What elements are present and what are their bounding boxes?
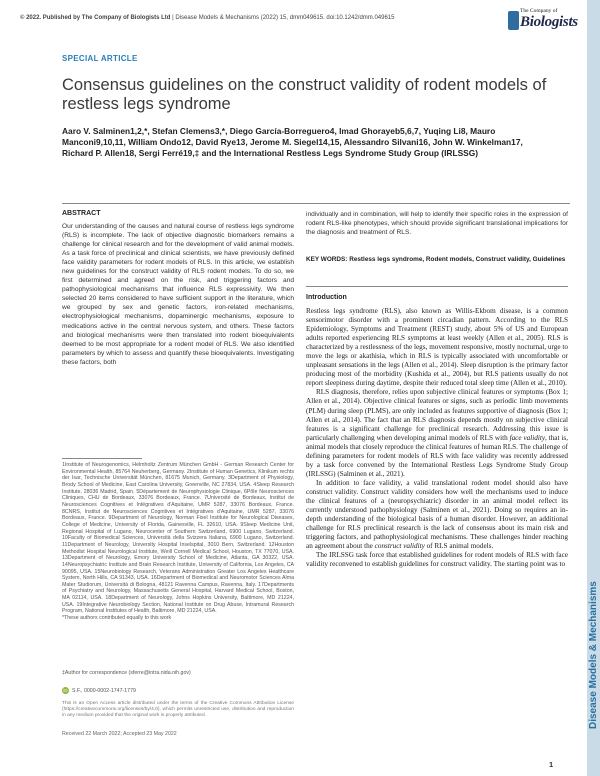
- intro-paragraph-1: Restless legs syndrome (RLS), also known as Willis-Ekbom disease, is a common sensorimotor disorder with a prominent circadian pattern. According to the RLS Epidemiology, Symptoms and Treatment (REST) study, about 5% of US and European adults reported experiencing RLS symptoms at least weekly (Allen et al., 2005). RLS is characterized by a restlessness of the legs, movement responsive, mostly nocturnal, urge to move the legs or akathisia, which in RLS is typically associated with uncomfortable or unpleasant sensations in the legs (Allen et al., 2014). Sleep disruption is the primary factor producing most of the morbidity (Kushida et al., 2004), but RLS patients usually do not report sleepiness during daytime, despite their reduced total sleep time (Allen et al., 2010).: [306, 307, 568, 388]
- abstract-text: Our understanding of the causes and natural course of restless legs syndrome (RLS) is incomplete. The lack of objective diagnostic biomarkers remains a challenge for clinical research and for the development of valid animal models. As a task force of preclinical and clinical scientists, we have previously defined face validity parameters for rodent models of RLS. In this article, we establish new guidelines for the construct validity of RLS rodent models. To do so, we first determined and agreed on the risk, and triggering factors and pathophysiological mechanisms that influence RLS expressivity. We then selected 20 items considered to have sufficient support in the literature, which we grouped by sex and genetic factors, iron-related mechanisms, electrophysiological mechanisms, dopaminergic mechanisms, exposure to medications active in the central nervous system, and others. These factors and biological mechanisms were then translated into rodent bioequivalents deemed to be most appropriate for a rodent model of RLS. We also identified parameters by which to assess and quantify these bioequivalents. Investigating these factors, both: [62, 223, 294, 366]
- journal-side-stripe: [587, 0, 600, 776]
- article-type: SPECIAL ARTICLE: [62, 54, 138, 63]
- intro-p2-text-a: RLS diagnosis, therefore, relies upon subjective clinical features or symptoms (Box 1; Allen et al., 2014). Objective clinical features or signs, such as periodic limb movements (PLM) during sleep (PLMS), are only included as features supportive of diagnosis (Box 1; Allen et al., 2014). The fact that an RLS diagnosis depends mostly on subjective clinical features is a significant challenge for preclinical research. Addressing this issue is particularly challenging when developing animal models of RLS with: [306, 388, 568, 442]
- introduction-body: [306, 307, 568, 569]
- intro-p3-text-b: of RLS animal models.: [424, 542, 494, 551]
- correspondence-note: ‡Author for correspondence (sferre@intra.nida.nih.gov): [62, 670, 191, 676]
- equal-contribution-note: *These authors contributed equally to this work: [62, 615, 172, 622]
- orcid-icon: iD: [63, 688, 68, 693]
- abstract-continuation: individually and in combination, will help to identify their specific roles in the expression of rodent RLS-like phenotypes, which should provide significant translational implications for the diagnosis and treatment of RLS.: [306, 211, 568, 237]
- copyright-text: © 2022. Published by The Company of Biologists Ltd: [20, 15, 171, 21]
- keywords: KEY WORDS: Restless legs syndrome, Rodent models, Construct validity, Guidelines: [306, 256, 566, 263]
- logo-mark-icon: [508, 11, 519, 30]
- introduction-heading: Introduction: [306, 294, 347, 301]
- intro-paragraph-3: [306, 479, 568, 551]
- article-title: Consensus guidelines on the construct validity of rodent models of restless legs syndrome: [62, 76, 547, 113]
- logo-line1: The Company of: [520, 8, 558, 14]
- abstract-heading: ABSTRACT: [62, 210, 101, 217]
- intro-paragraph-4: The IRLSSG task force that established guidelines for rodent models of RLS with face validity reconvened to establish guidelines for construct validity. The starting point was to: [306, 551, 568, 569]
- page-number: 1: [549, 760, 554, 769]
- affiliations: [62, 462, 294, 622]
- publisher-logo: [508, 8, 588, 34]
- intro-p3-text-a: In addition to face validity, a valid translational rodent model should also have construct validity. Construct validity considers how well the mechanisms used to induce the clinical features of a (neuropsychiatric) disorder in an animal model reflect its currently understood pathophysiology (Salminen et al., 2021). Doing so requires an in-depth understanding of the biological basis of a human disorder. However, an additional challenge for RLS preclinical research is the lack of consensus about its main risk and triggering factors, and pathophysiological mechanisms. These challenges hinder reaching an agreement about the: [306, 478, 568, 551]
- received-dates: Received 22 March 2022; Accepted 23 May 2022: [62, 731, 177, 737]
- intro-paragraph-2: [306, 388, 568, 478]
- orcid-line: [62, 687, 294, 694]
- keywords-divider: [306, 286, 568, 287]
- orcid-text[interactable]: S.F., 0000-0002-1747-1779: [72, 687, 136, 694]
- author-list: Aaro V. Salminen1,2,*, Stefan Clemens3,*, Diego García-Borreguero4, Imad Ghorayeb5,6,7, Yuqing Li8, Mauro Manconi9,10,11, William Ondo12, David Rye13, Jerome M. Siegel14,15, Alessandro Silvani16, John W. Winkelman17, Richard P. Allen18, Sergi Ferré19,‡ and the International Restless Legs Syndrome Study Group (IRLSSG): [62, 126, 523, 158]
- logo-line2: Biologists: [520, 14, 578, 30]
- footnote-divider: [62, 458, 142, 459]
- title-divider: [62, 203, 570, 204]
- intro-p3-emphasis: construct validity: [374, 542, 425, 551]
- intro-p2-text-b: , that is, animal models that closely reproduce the clinical features of human RLS. The challenge of defining parameters for rodent models of RLS with face validity was recently addressed by a task force convened by the International Restless Legs Syndrome Study Group (IRLSSG) (Salminen et al., 2021).: [306, 433, 568, 478]
- license-text: This is an Open Access article distributed under the terms of the Creative Commons Attribution License (https://creativecommons.org/licenses/by/4.0), which permits unrestricted use, distribution and reproduction in any medium provided that the original work is properly attributed.: [62, 701, 294, 718]
- journal-citation: | Disease Models & Mechanisms (2022) 15, dmm049615. doi:10.1242/dmm.049615: [170, 15, 395, 21]
- intro-p2-emphasis: face validity: [509, 433, 546, 442]
- affiliation-list: 1Institute of Neurogenomics, Helmholtz Zentrum München GmbH - German Research Center for Environmental Health, 85764 Neuherberg, Germany. 2Institute of Human Genetics, Klinikum rechts der Isar, Technische Universität München, 81675 Munich, Germany. 3Department of Physiology, Brody School of Medicine, East Carolina University, Greenville, NC 27834, USA. 4Sleep Research Institute, 28036 Madrid, Spain. 5Département de Neurophysiologie Clinique, 6Pôle Neurosciences Cliniques, CHU de Bordeaux, 33076 Bordeaux, France. 7Université de Bordeaux, Institut de Neurosciences Cognitives et Intégratives d'Aquitaine, UMR 5287, 33076 Bordeaux, France. 8CNRS, Institut de Neurosciences Cognitives et Intégratives d'Aquitaine, UMR 5287, 33076 Bordeaux, France. 9Department of Neurology, Norman Fixel Institute for Neurological Diseases, College of Medicine, University of Florida, Gainesville, FL 32610, USA. 9Sleep Medicine Unit, Regional Hospital of Lugano, Neurocenter of Southern Switzerland, 6900 Lugano, Switzerland. 10Faculty of Biomedical Sciences, Università della Svizzera Italiana, 6900 Lugano, Switzerland. 11Department of Neurology, University Hospital Inselspital, 3010 Bern, Switzerland. 12Houston Methodist Hospital Neurological Institute, Weill Cornell Medical School, Houston, TX 77070, USA. 13Department of Neurology, Emory University School of Medicine, Atlanta, GA 30322, USA. 14Neuropsychiatric Institute and Brain Research Institute, University of California, Los Angeles, CA 90095, USA. 15Neurobiology Research, Veterans Administration Greater Los Angeles Healthcare System, North Hills, CA 91343, USA. 16Department of Biomedical and Neuromotor Sciences Alma Mater Studiorum, Università di Bologna, 48121 Ravenna Campus, Ravenna, Italy. 17Departments of Psychiatry and Neurology, Massachusetts General Hospital, Harvard Medical School, Boston, MA 02114, USA. 18Department of Neurology, Johns Hopkins University, Baltimore, MD 21224, USA. 19Integrative Neurobiology Section, National Institute on Drug Abuse, Intramural Research Program, National Institutes of Health, Baltimore, MD 21224, USA.: [62, 462, 294, 615]
- page-header: [20, 14, 490, 22]
- journal-side-label: Disease Models & Mechanisms: [588, 581, 599, 729]
